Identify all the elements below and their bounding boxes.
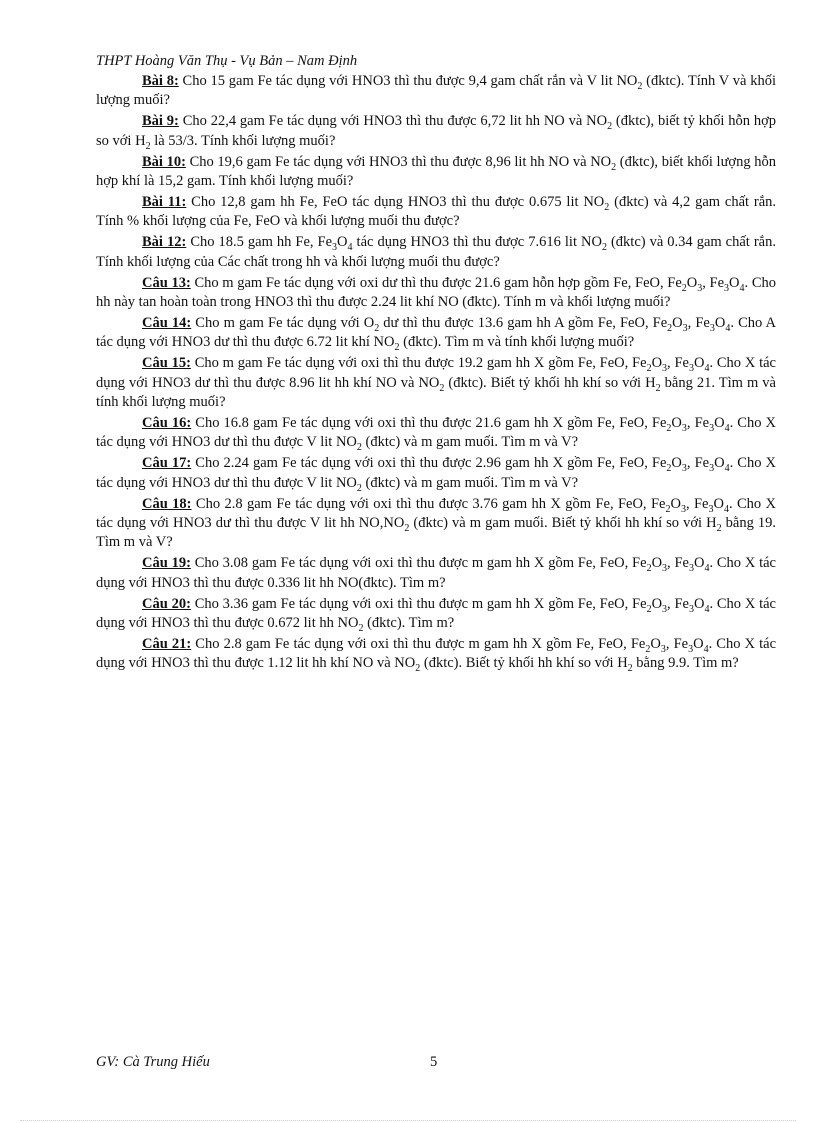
problem-label: Câu 21: <box>142 635 192 652</box>
subscript: 2 <box>145 140 151 152</box>
problem-text: là 53/3. Tính khối lượng muối? <box>150 132 336 149</box>
problem-text: . Cho X tác dụng với HNO3 dư thì thu được V lit NO <box>96 414 776 451</box>
subscript: 3 <box>708 503 714 515</box>
subscript: 2 <box>646 563 652 575</box>
problem-text: , Fe <box>686 414 710 431</box>
problem-text: O <box>651 355 663 372</box>
problem-text: Cho 2.8 gam Fe tác dụng với oxi thì thu được m gam hh X gồm Fe, FeO, Fe <box>191 635 646 652</box>
problem-text: Cho 15 gam Fe tác dụng với HNO3 thì thu được 9,4 gam chất rắn và V lit NO <box>178 73 638 89</box>
problem-text: Cho 22,4 gam Fe tác dụng với HNO3 thì thu được 6,72 lit hh NO và NO <box>178 113 608 130</box>
problem-text: Cho 3.08 gam Fe tác dụng với oxi thì thu được m gam hh X gồm Fe, FeO, Fe <box>190 555 647 572</box>
problem-item <box>96 354 776 414</box>
subscript: 2 <box>716 522 722 534</box>
problem-text: . Cho X tác dụng với HNO3 dư thì thu được V lit NO <box>96 455 776 491</box>
problem-text: bằng 19. Tìm m và V? <box>96 514 777 551</box>
subscript: 3 <box>682 322 688 334</box>
problem-text: Cho m gam Fe tác dụng với oxi dư thì thu được 21.6 gam hỗn hợp gồm Fe, FeO, Fe <box>190 274 682 291</box>
subscript: 2 <box>439 382 445 394</box>
problem-text: , Fe <box>685 495 709 512</box>
problem-item <box>96 454 776 494</box>
subscript: 2 <box>404 522 410 534</box>
page-bottom-divider <box>20 1120 796 1121</box>
problem-item <box>96 554 776 594</box>
subscript: 3 <box>332 242 338 254</box>
subscript: 2 <box>665 503 671 515</box>
problem-text: (đktc). Biết tỷ khối hh khí so với H <box>444 374 656 391</box>
problem-text: Cho 16.8 gam Fe tác dụng với oxi thì thu được 21.6 gam hh X gồm Fe, FeO, Fe <box>191 414 667 431</box>
problem-text: O <box>672 314 683 331</box>
problem-item <box>96 112 776 152</box>
subscript: 2 <box>607 121 613 133</box>
subscript: 2 <box>601 242 607 254</box>
subscript: 2 <box>666 422 672 434</box>
subscript: 4 <box>739 282 745 294</box>
problem-text: tác dụng HNO3 thì thu được 7.616 lit NO <box>352 234 602 251</box>
problem-text: Cho 2.8 gam Fe tác dụng với oxi thì thu được 3.76 gam hh X gồm Fe, FeO, Fe <box>191 495 666 512</box>
problem-label: Câu 17: <box>142 455 192 472</box>
problem-text: O <box>693 355 705 372</box>
problem-label: Câu 14: <box>142 314 192 331</box>
subscript: 3 <box>709 463 715 475</box>
subscript: 3 <box>681 422 687 434</box>
problem-item <box>96 193 776 233</box>
subscript: 4 <box>704 603 710 615</box>
problem-text: O <box>651 595 663 612</box>
problem-text: O <box>693 595 705 612</box>
problem-item <box>96 233 776 273</box>
subscript: 2 <box>637 80 643 92</box>
problem-text: dư thì thu được 13.6 gam hh A gồm Fe, FeO, Fe <box>379 314 668 331</box>
problem-text: Cho 18.5 gam hh Fe, Fe <box>186 234 333 251</box>
problem-label: Câu 19: <box>142 555 191 572</box>
subscript: 4 <box>703 643 709 655</box>
subscript: 2 <box>415 663 421 675</box>
subscript: 2 <box>666 463 672 475</box>
problem-text: , Fe <box>687 314 710 331</box>
problem-text: O <box>671 414 682 431</box>
problem-text: . Cho X tác dụng với HNO3 thì thu được 0.672 lit hh NO <box>96 595 776 631</box>
problem-text: (đktc) và m gam muối. Biết tỷ khối hh khí so với H <box>409 514 717 531</box>
problem-text: O <box>651 555 663 572</box>
subscript: 3 <box>688 603 694 615</box>
subscript: 2 <box>655 382 661 394</box>
subscript: 4 <box>725 322 731 334</box>
subscript: 2 <box>667 322 673 334</box>
page-number: 5 <box>430 1054 438 1070</box>
subscript: 2 <box>394 342 400 354</box>
problem-label: Bài 9: <box>142 113 179 130</box>
problem-text: Cho 3.36 gam Fe tác dụng với oxi thì thu được m gam hh X gồm Fe, FeO, Fe <box>190 595 647 612</box>
problem-text: Cho 19,6 gam Fe tác dụng với HNO3 thì thu được 8,96 lit hh NO và NO <box>185 153 612 170</box>
problem-item <box>96 314 776 354</box>
problem-item <box>96 153 776 193</box>
problem-label: Bài 8: <box>142 73 179 89</box>
problem-text: (đktc) và 0.34 gam chất rắn. Tính khối lượng của Các chất trong hh và khối lượng muối thu được? <box>96 234 776 270</box>
problem-text: O <box>693 555 705 572</box>
problem-text: O <box>729 274 740 291</box>
problem-text: O <box>713 495 724 512</box>
page-header: THPT Hoàng Văn Thụ - Vụ Bản – Nam Định <box>96 53 358 69</box>
problem-label: Câu 15: <box>142 355 191 372</box>
subscript: 4 <box>724 422 730 434</box>
problem-text: Cho m gam Fe tác dụng với O <box>191 314 375 331</box>
problem-text: . Cho X tác dụng với HNO3 thì thu được 0.336 lit hh NO(đktc). Tìm m? <box>96 555 776 591</box>
problem-item <box>96 495 776 555</box>
problem-text: , Fe <box>667 595 689 612</box>
subscript: 2 <box>646 363 652 375</box>
subscript: 3 <box>662 563 668 575</box>
problem-text: bằng 21. Tìm m và tính khối lượng muối? <box>96 374 776 410</box>
subscript: 2 <box>681 282 687 294</box>
problem-text: (đktc). Tìm m? <box>363 614 455 631</box>
problem-item <box>96 274 776 314</box>
problem-text: . Cho A tác dụng với HNO3 dư thì thu được 6.72 lit khí NO <box>96 314 777 351</box>
subscript: 2 <box>646 603 652 615</box>
subscript: 3 <box>709 422 715 434</box>
subscript: 3 <box>680 503 686 515</box>
problem-text: , Fe <box>667 355 689 372</box>
problem-text: , Fe <box>665 635 689 652</box>
problem-label: Câu 20: <box>142 595 191 612</box>
subscript: 3 <box>681 463 687 475</box>
subscript: 3 <box>662 363 668 375</box>
problem-text: O <box>686 274 698 291</box>
problem-text: , Fe <box>686 455 710 472</box>
problem-label: Bài 10: <box>142 153 186 170</box>
problem-text: , Fe <box>702 274 725 291</box>
problem-list <box>96 72 776 675</box>
subscript: 3 <box>688 563 694 575</box>
problem-text: Cho 2.24 gam Fe tác dụng với oxi thì thu được 2.96 gam hh X gồm Fe, FeO, Fe <box>191 455 667 472</box>
problem-text: (đktc) và 4,2 gam chất rắn. Tính % khối lượng của Fe, FeO và khối lượng muối thu được? <box>96 193 777 230</box>
problem-text: Cho 12,8 gam hh Fe, FeO tác dụng HNO3 thì thu được 0.675 lit NO <box>186 193 605 210</box>
subscript: 4 <box>724 463 730 475</box>
problem-text: . Cho X tác dụng với HNO3 dư thì thu được 8.96 lit hh khí NO và NO <box>96 355 776 391</box>
subscript: 4 <box>704 563 710 575</box>
problem-text: O <box>650 635 661 652</box>
subscript: 2 <box>356 442 362 454</box>
subscript: 4 <box>347 242 353 254</box>
problem-text: , Fe <box>667 555 689 572</box>
problem-text: (đktc), biết tỷ khối hỗn hợp so với H <box>96 113 776 149</box>
subscript: 2 <box>374 322 380 334</box>
subscript: 3 <box>688 643 694 655</box>
problem-text: O <box>337 234 348 251</box>
subscript: 3 <box>709 322 715 334</box>
problem-label: Câu 18: <box>142 495 192 512</box>
subscript: 4 <box>704 363 710 375</box>
subscript: 3 <box>660 643 666 655</box>
subscript: 2 <box>356 482 362 494</box>
subscript: 3 <box>697 282 703 294</box>
footer-author: GV: Cà Trung Hiếu <box>96 1054 210 1070</box>
subscript: 2 <box>611 161 617 173</box>
problem-label: Câu 16: <box>142 414 192 431</box>
problem-item <box>96 595 776 635</box>
problem-text: (đktc) và m gam muối. Tìm m và V? <box>361 434 579 451</box>
problem-text: O <box>714 314 726 331</box>
problem-text: . Cho hh này tan hoàn toàn trong HNO3 thì thu được 2.24 lit khí NO (đktc). Tính m và khối lượng muối? <box>96 274 776 310</box>
subscript: 2 <box>604 201 610 213</box>
problem-label: Câu 13: <box>142 274 191 291</box>
subscript: 3 <box>724 282 730 294</box>
subscript: 2 <box>358 622 364 634</box>
problem-item <box>96 72 776 112</box>
problem-text: (đktc). Tính V và khối lượng muối? <box>96 73 776 109</box>
problem-text: O <box>670 495 681 512</box>
subscript: 2 <box>645 643 651 655</box>
problem-text: Cho m gam Fe tác dụng với oxi thì thu được 19.2 gam hh X gồm Fe, FeO, Fe <box>190 355 647 372</box>
problem-text: (đktc). Tìm m và tính khối lượng muối? <box>399 334 635 351</box>
problem-text: O <box>671 455 682 472</box>
problem-text: . Cho X tác dụng với HNO3 dư thì thu được V lit hh NO,NO <box>96 495 777 531</box>
problem-text: . Cho X tác dụng với HNO3 thì thu được 1.12 lit hh khí NO và NO <box>96 635 777 672</box>
problem-label: Bài 11: <box>142 193 187 210</box>
problem-text: O <box>693 635 704 652</box>
subscript: 4 <box>723 503 729 515</box>
problem-text: O <box>714 455 725 472</box>
subscript: 3 <box>688 363 694 375</box>
subscript: 2 <box>627 663 633 675</box>
problem-text: O <box>714 414 725 431</box>
problem-item <box>96 414 776 454</box>
subscript: 3 <box>662 603 668 615</box>
problem-text: (đktc). Biết tỷ khối hh khí so với H <box>420 655 628 672</box>
problem-text: bằng 9.9. Tìm m? <box>632 655 739 672</box>
problem-text: (đktc) và m gam muối. Tìm m và V? <box>361 474 579 491</box>
problem-text: (đktc), biết khối lượng hỗn hợp khí là 15,2 gam. Tính khối lượng muối? <box>96 153 776 190</box>
problem-label: Bài 12: <box>142 234 187 251</box>
problem-item <box>96 635 776 675</box>
